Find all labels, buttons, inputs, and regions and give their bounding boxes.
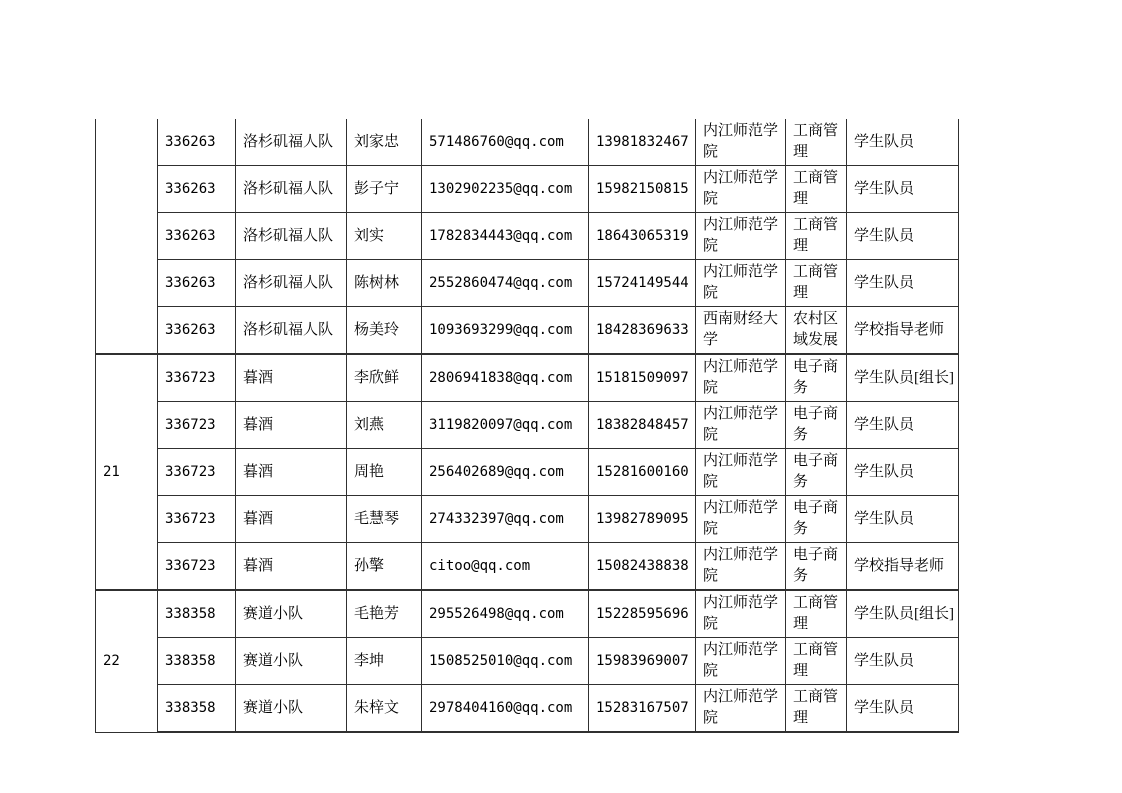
cell-team-id: 336723 — [158, 402, 236, 449]
table-row — [96, 213, 959, 260]
cell-member-name: 杨美玲 — [347, 307, 422, 355]
table-row — [96, 354, 959, 402]
cell-team-name: 赛道小队 — [236, 685, 347, 733]
cell-team-id: 336263 — [158, 307, 236, 355]
cell-team-id: 336723 — [158, 496, 236, 543]
cell-group-number — [96, 119, 158, 354]
cell-team-id: 338358 — [158, 685, 236, 733]
cell-member-name: 朱梓文 — [347, 685, 422, 733]
cell-role: 学生队员 — [847, 213, 959, 260]
cell-email: 274332397@qq.com — [422, 496, 589, 543]
cell-email: 1093693299@qq.com — [422, 307, 589, 355]
cell-member-name: 刘家忠 — [347, 119, 422, 166]
cell-member-name: 毛艳芳 — [347, 590, 422, 638]
cell-phone: 15281600160 — [589, 449, 696, 496]
table-row — [96, 449, 959, 496]
cell-major: 电子商务 — [786, 543, 847, 591]
cell-team-id: 336263 — [158, 213, 236, 260]
cell-team-name: 洛杉矶福人队 — [236, 119, 347, 166]
cell-role: 学生队员[组长] — [847, 590, 959, 638]
cell-group-number: 22 — [96, 590, 158, 732]
cell-email: 1782834443@qq.com — [422, 213, 589, 260]
cell-phone: 15082438838 — [589, 543, 696, 591]
cell-member-name: 毛慧琴 — [347, 496, 422, 543]
cell-major: 电子商务 — [786, 354, 847, 402]
cell-role: 学校指导老师 — [847, 307, 959, 355]
cell-role: 学生队员 — [847, 166, 959, 213]
cell-team-id: 336723 — [158, 449, 236, 496]
table-row — [96, 307, 959, 355]
cell-role: 学生队员[组长] — [847, 354, 959, 402]
cell-phone: 18428369633 — [589, 307, 696, 355]
cell-team-name: 暮酒 — [236, 449, 347, 496]
cell-role: 学生队员 — [847, 685, 959, 733]
table-row — [96, 543, 959, 591]
cell-email: 1508525010@qq.com — [422, 638, 589, 685]
cell-team-name: 暮酒 — [236, 543, 347, 591]
cell-phone: 13981832467 — [589, 119, 696, 166]
cell-team-name: 暮酒 — [236, 496, 347, 543]
cell-team-id: 336723 — [158, 543, 236, 591]
cell-phone: 15181509097 — [589, 354, 696, 402]
cell-group-number: 21 — [96, 354, 158, 590]
cell-major: 电子商务 — [786, 402, 847, 449]
cell-major: 工商管理 — [786, 638, 847, 685]
cell-team-name: 赛道小队 — [236, 590, 347, 638]
cell-school: 内江师范学院 — [696, 685, 786, 733]
cell-email: 295526498@qq.com — [422, 590, 589, 638]
cell-major: 工商管理 — [786, 213, 847, 260]
cell-school: 内江师范学院 — [696, 590, 786, 638]
cell-major: 电子商务 — [786, 496, 847, 543]
cell-phone: 13982789095 — [589, 496, 696, 543]
cell-major: 工商管理 — [786, 119, 847, 166]
table-row — [96, 402, 959, 449]
cell-team-name: 洛杉矶福人队 — [236, 307, 347, 355]
cell-school: 内江师范学院 — [696, 260, 786, 307]
cell-school: 内江师范学院 — [696, 402, 786, 449]
cell-member-name: 陈树林 — [347, 260, 422, 307]
cell-school: 内江师范学院 — [696, 166, 786, 213]
cell-major: 工商管理 — [786, 166, 847, 213]
cell-role: 学生队员 — [847, 496, 959, 543]
team-roster-table — [95, 119, 959, 733]
cell-team-id: 336263 — [158, 119, 236, 166]
cell-phone: 18382848457 — [589, 402, 696, 449]
cell-email: 571486760@qq.com — [422, 119, 589, 166]
cell-member-name: 刘实 — [347, 213, 422, 260]
cell-team-id: 336263 — [158, 260, 236, 307]
cell-role: 学校指导老师 — [847, 543, 959, 591]
cell-role: 学生队员 — [847, 260, 959, 307]
cell-phone: 15724149544 — [589, 260, 696, 307]
cell-major: 工商管理 — [786, 590, 847, 638]
cell-phone: 15983969007 — [589, 638, 696, 685]
cell-team-name: 赛道小队 — [236, 638, 347, 685]
cell-school: 西南财经大学 — [696, 307, 786, 355]
cell-team-name: 洛杉矶福人队 — [236, 166, 347, 213]
table-row — [96, 590, 959, 638]
cell-member-name: 李欣鲜 — [347, 354, 422, 402]
cell-email: 2552860474@qq.com — [422, 260, 589, 307]
cell-role: 学生队员 — [847, 638, 959, 685]
cell-school: 内江师范学院 — [696, 496, 786, 543]
cell-member-name: 彭子宁 — [347, 166, 422, 213]
cell-major: 工商管理 — [786, 685, 847, 733]
table-row — [96, 166, 959, 213]
cell-team-name: 洛杉矶福人队 — [236, 213, 347, 260]
cell-school: 内江师范学院 — [696, 638, 786, 685]
table-container — [95, 119, 958, 733]
cell-school: 内江师范学院 — [696, 543, 786, 591]
cell-phone: 15283167507 — [589, 685, 696, 733]
cell-school: 内江师范学院 — [696, 449, 786, 496]
cell-email: 1302902235@qq.com — [422, 166, 589, 213]
cell-team-name: 洛杉矶福人队 — [236, 260, 347, 307]
cell-major: 农村区域发展 — [786, 307, 847, 355]
cell-school: 内江师范学院 — [696, 213, 786, 260]
cell-email: 2806941838@qq.com — [422, 354, 589, 402]
cell-email: 2978404160@qq.com — [422, 685, 589, 733]
cell-major: 电子商务 — [786, 449, 847, 496]
table-row — [96, 260, 959, 307]
cell-member-name: 李坤 — [347, 638, 422, 685]
cell-school: 内江师范学院 — [696, 119, 786, 166]
cell-school: 内江师范学院 — [696, 354, 786, 402]
cell-role: 学生队员 — [847, 119, 959, 166]
cell-member-name: 周艳 — [347, 449, 422, 496]
table-row — [96, 638, 959, 685]
cell-phone: 15228595696 — [589, 590, 696, 638]
table-row — [96, 119, 959, 166]
cell-email: citoo@qq.com — [422, 543, 589, 591]
cell-email: 3119820097@qq.com — [422, 402, 589, 449]
cell-role: 学生队员 — [847, 402, 959, 449]
cell-team-id: 336263 — [158, 166, 236, 213]
cell-member-name: 孙擎 — [347, 543, 422, 591]
cell-member-name: 刘燕 — [347, 402, 422, 449]
cell-role: 学生队员 — [847, 449, 959, 496]
cell-team-id: 338358 — [158, 590, 236, 638]
cell-team-name: 暮酒 — [236, 354, 347, 402]
cell-team-id: 336723 — [158, 354, 236, 402]
cell-team-name: 暮酒 — [236, 402, 347, 449]
cell-team-id: 338358 — [158, 638, 236, 685]
cell-phone: 18643065319 — [589, 213, 696, 260]
cell-major: 工商管理 — [786, 260, 847, 307]
cell-email: 256402689@qq.com — [422, 449, 589, 496]
table-row — [96, 685, 959, 733]
table-row — [96, 496, 959, 543]
cell-phone: 15982150815 — [589, 166, 696, 213]
